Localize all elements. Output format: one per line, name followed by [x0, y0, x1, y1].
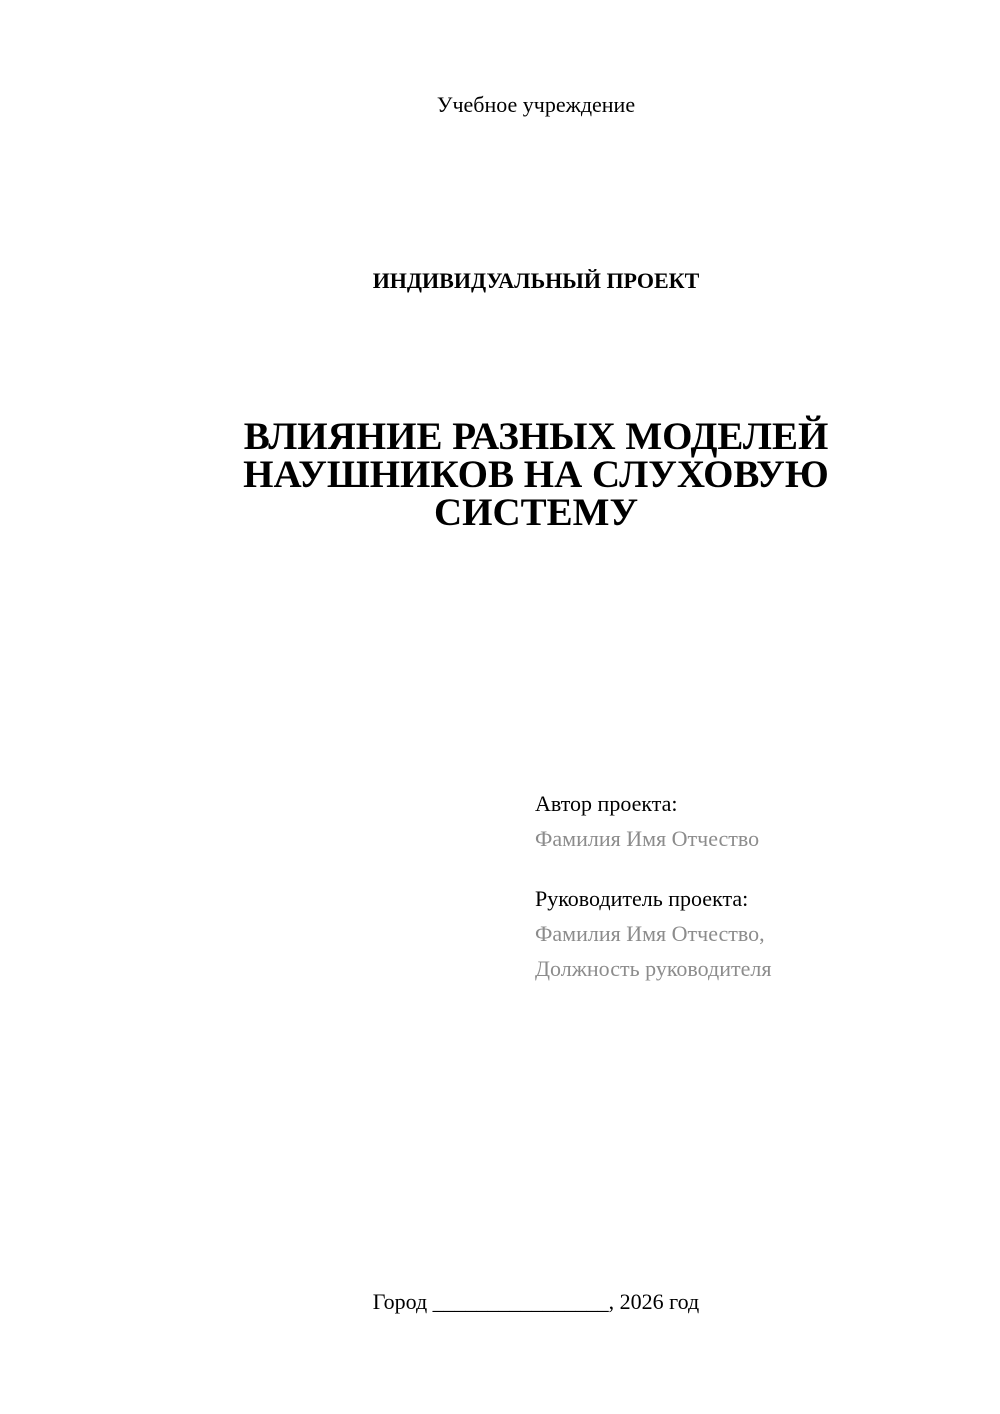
credits-spacer	[535, 856, 975, 881]
supervisor-label: Руководитель проекта:	[535, 886, 749, 911]
author-label: Автор проекта:	[535, 791, 678, 816]
project-title-line-2: НАУШНИКОВ НА СЛУХОВУЮ	[243, 453, 829, 496]
project-title-line-1: ВЛИЯНИЕ РАЗНЫХ МОДЕЛЕЙ	[243, 415, 829, 458]
supervisor-position: Должность руководителя	[535, 956, 772, 981]
project-title	[0, 415, 1000, 534]
author-name: Фамилия Имя Отчество	[535, 826, 760, 851]
document-type: ИНДИВИДУАЛЬНЫЙ ПРОЕКТ	[372, 268, 700, 293]
supervisor-name: Фамилия Имя Отчество,	[535, 921, 765, 946]
credits-block	[535, 786, 975, 986]
project-title-line-3: СИСТЕМУ	[433, 491, 639, 534]
city-year-line: Город ________________, 2026 год	[372, 1289, 700, 1314]
institution-name: Учебное учреждение	[436, 92, 636, 117]
